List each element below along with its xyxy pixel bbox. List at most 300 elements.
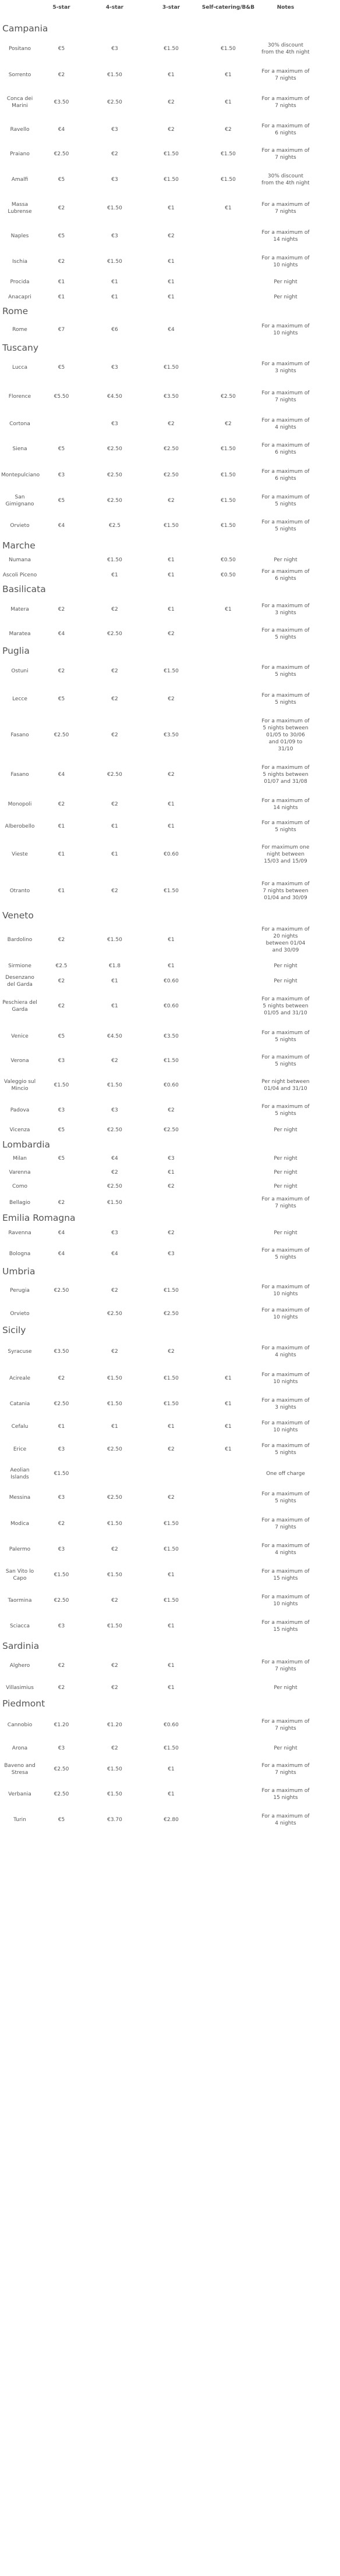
table-row — [0, 713, 311, 757]
table-row — [0, 275, 311, 290]
cell-self-catering — [196, 249, 260, 275]
cell-notes: For a maximum of 5 nights — [261, 1054, 310, 1067]
cell-self-catering — [196, 1049, 260, 1073]
table-row — [0, 817, 311, 836]
cell-3-star: €2.50 — [164, 446, 179, 452]
cell-notes: For a maximum of 5 nights — [261, 692, 310, 706]
cell-self-catering — [196, 1653, 260, 1679]
cell-4-star: €1.50 — [107, 936, 122, 943]
cell-self-catering: €0.50 — [221, 572, 236, 578]
cell-self-catering — [196, 1484, 260, 1511]
cell-5-star — [40, 568, 83, 583]
cell-5-star: €1.50 — [54, 1572, 69, 1578]
cell-3-star: €1.50 — [164, 176, 179, 183]
cell-self-catering — [196, 290, 260, 305]
cell-5-star: €4 — [58, 126, 65, 133]
cell-notes: Per night between 01/04 and 31/10 — [261, 1078, 310, 1092]
cell-3-star: €0.60 — [164, 1722, 179, 1728]
cell-notes: For a maximum of 5 nights — [261, 1029, 310, 1043]
cell-city: Sirmione — [8, 963, 31, 969]
cell-self-catering — [196, 1024, 260, 1049]
cell-self-catering — [196, 959, 260, 974]
cell-4-star: €1.8 — [108, 963, 121, 969]
cell-4-star: €2 — [111, 1169, 118, 1175]
cell-3-star: €1.50 — [164, 151, 179, 157]
cell-city: Matera — [10, 606, 29, 612]
cell-3-star: €1 — [168, 1684, 175, 1691]
region-heading: Sardinia — [2, 1640, 40, 1651]
table-row — [0, 1180, 311, 1193]
cell-4-star: €1 — [111, 279, 118, 285]
cell-notes: For a maximum of 7 nights between 01/04 and 30/09 — [261, 881, 310, 902]
cell-notes: For a maximum of 3 nights — [261, 1397, 310, 1410]
cell-city: Conca dei Marini — [6, 95, 33, 109]
cell-4-star: €1 — [111, 1003, 118, 1009]
cell-4-star: €1.50 — [107, 258, 122, 265]
cell-notes: Per night — [274, 978, 298, 984]
region-row — [0, 644, 311, 657]
cell-4-star: €2.50 — [107, 472, 122, 478]
cell-city: Amalfi — [11, 176, 29, 183]
cell-city: Bologna — [9, 1250, 31, 1257]
table-row — [0, 1588, 311, 1613]
cell-5-star: €2 — [58, 978, 65, 984]
cell-4-star: €1.50 — [107, 1401, 122, 1407]
table-row — [0, 1390, 311, 1418]
cell-5-star: €4 — [58, 1230, 65, 1236]
cell-4-star: €1.50 — [107, 1572, 122, 1578]
cell-self-catering — [196, 989, 260, 1024]
table-row — [0, 166, 311, 193]
cell-4-star: €3 — [111, 176, 118, 183]
cell-city: Perugia — [10, 1287, 30, 1294]
cell-city: Ravenna — [8, 1230, 31, 1236]
cell-city: Acireale — [9, 1375, 31, 1381]
cell-city: Aeolian Islands — [10, 1467, 30, 1480]
cell-4-star: €2 — [111, 1287, 118, 1294]
cell-city: Venice — [11, 1033, 29, 1039]
cell-5-star: €2.50 — [54, 1791, 69, 1797]
region-heading: Marche — [2, 540, 36, 551]
cell-city: Baveno and Stresa — [4, 1762, 36, 1776]
cell-4-star: €1.50 — [107, 1766, 122, 1772]
cell-3-star: €2 — [168, 771, 175, 778]
cell-notes: For a maximum of 7 nights — [261, 147, 310, 161]
table-row — [0, 1756, 311, 1782]
cell-4-star: €1 — [111, 823, 118, 829]
cell-notes: For a maximum of 4 nights — [261, 1542, 310, 1556]
cell-city: Varenna — [9, 1169, 31, 1175]
cell-5-star: €2 — [58, 1684, 65, 1691]
cell-3-star: €1 — [168, 1169, 175, 1175]
cell-city: Verona — [10, 1057, 29, 1064]
region-row — [0, 342, 311, 354]
table-row — [0, 1537, 311, 1562]
cell-3-star: €1.50 — [164, 1057, 179, 1064]
cell-5-star: €2.50 — [54, 1401, 69, 1407]
cell-self-catering — [196, 1277, 260, 1304]
cell-3-star: €1 — [168, 1791, 175, 1797]
table-row — [0, 989, 311, 1024]
cell-city: Sciacca — [9, 1623, 30, 1629]
cell-self-catering — [196, 1098, 260, 1123]
cell-city: Rome — [12, 326, 27, 333]
cell-city: Vicenza — [9, 1127, 30, 1133]
header-row — [0, 0, 311, 22]
cell-notes: For a maximum of 7 nights — [261, 201, 310, 215]
region-heading: Emilia Romagna — [2, 1212, 76, 1223]
table-row — [0, 959, 311, 974]
table-row — [0, 1511, 311, 1537]
cell-self-catering — [196, 1710, 260, 1740]
cell-3-star: €1 — [168, 205, 175, 211]
header-5-star: 5-star — [52, 5, 70, 10]
cell-city: Maratea — [9, 630, 31, 637]
table-row — [0, 249, 311, 275]
cell-5-star: €2.50 — [54, 1597, 69, 1604]
cell-3-star: €1 — [168, 279, 175, 285]
cell-notes: For a maximum of 6 nights — [261, 468, 310, 482]
cell-4-star — [83, 1463, 146, 1484]
cell-5-star: €3 — [58, 472, 65, 478]
cell-5-star: €1.20 — [54, 1722, 69, 1728]
cell-3-star: €2 — [168, 630, 175, 637]
cell-notes: For a maximum of 5 nights between 01/05 and 31/10 — [261, 996, 310, 1017]
header-4-star: 4-star — [105, 5, 124, 10]
cell-self-catering — [196, 1679, 260, 1697]
cell-4-star: €2 — [111, 696, 118, 702]
cell-self-catering: €1 — [225, 1401, 232, 1407]
cell-5-star: €2 — [58, 1199, 65, 1206]
cell-city: Vieste — [12, 851, 28, 857]
cell-notes: For a maximum of 15 nights — [261, 1619, 310, 1633]
table-row — [0, 1152, 311, 1166]
cell-self-catering — [196, 1562, 260, 1588]
cell-self-catering: €1 — [225, 99, 232, 105]
cell-3-star: €2 — [168, 233, 175, 239]
cell-5-star: €3 — [58, 1494, 65, 1501]
cell-self-catering — [196, 1180, 260, 1193]
table-row — [0, 513, 311, 539]
cell-3-star: €2 — [168, 1183, 175, 1189]
table-row — [0, 1242, 311, 1266]
cell-5-star: €1.50 — [54, 1470, 69, 1477]
cell-self-catering: €1.50 — [221, 522, 236, 529]
cell-city: Otranto — [9, 888, 30, 894]
cell-city: Lecce — [12, 696, 27, 702]
cell-notes: For a maximum of 5 nights — [261, 519, 310, 532]
table-row — [0, 1224, 311, 1242]
cell-4-star: €2 — [111, 1662, 118, 1669]
cell-4-star: €3 — [111, 126, 118, 133]
cell-city: Florence — [8, 393, 31, 400]
cell-4-star: €2.50 — [107, 1183, 122, 1189]
cell-notes: For a maximum of 14 nights — [261, 797, 310, 811]
cell-3-star: €1 — [168, 258, 175, 265]
cell-4-star: €1.50 — [107, 1623, 122, 1629]
cell-5-star: €2 — [58, 1003, 65, 1009]
cell-notes: For a maximum of 10 nights — [261, 1371, 310, 1385]
cell-self-catering — [196, 792, 260, 817]
cell-4-star: €2 — [111, 1745, 118, 1751]
cell-4-star: €4.50 — [107, 1033, 122, 1039]
region-row — [0, 1266, 311, 1277]
cell-self-catering — [196, 318, 260, 342]
cell-4-star: €2.50 — [107, 1494, 122, 1501]
cell-notes: For a maximum of 5 nights between 01/07 and 31/08 — [261, 764, 310, 785]
table-row — [0, 921, 311, 959]
region-row — [0, 22, 311, 35]
cell-4-star: €2.50 — [107, 771, 122, 778]
cell-3-star: €2.50 — [164, 1127, 179, 1133]
cell-city: Siena — [12, 446, 27, 452]
cell-4-star: €1 — [111, 851, 118, 857]
cell-5-star: €1 — [58, 279, 65, 285]
cell-city: Bardolino — [7, 936, 33, 943]
table-row — [0, 142, 311, 166]
region-row — [0, 910, 311, 921]
table-row — [0, 974, 311, 989]
cell-self-catering: €1 — [225, 72, 232, 78]
table-row — [0, 489, 311, 513]
cell-notes: For a maximum of 15 nights — [261, 1568, 310, 1581]
table-row — [0, 1562, 311, 1588]
cell-self-catering — [196, 1224, 260, 1242]
cell-5-star: €2 — [58, 258, 65, 265]
cell-city: Orvieto — [10, 1310, 30, 1317]
table-row — [0, 1463, 311, 1484]
cell-self-catering: €1 — [225, 1375, 232, 1381]
cell-city: San Vito lo Capo — [5, 1568, 34, 1581]
cell-3-star: €1 — [168, 1662, 175, 1669]
cell-3-star: €2 — [168, 1230, 175, 1236]
header-notes: Notes — [277, 5, 295, 10]
cell-3-star: €0.60 — [164, 1082, 179, 1088]
cell-notes: Per night — [274, 557, 298, 563]
region-heading: Basilicata — [2, 583, 46, 594]
cell-4-star: €2.50 — [107, 446, 122, 452]
cell-notes: For a maximum of 3 nights — [261, 603, 310, 616]
cell-5-star: €1 — [58, 888, 65, 894]
cell-3-star: €1.50 — [164, 888, 179, 894]
cell-5-star: €2.50 — [54, 732, 69, 738]
cell-self-catering — [196, 1166, 260, 1180]
cell-3-star: €1.50 — [164, 1375, 179, 1381]
cell-self-catering — [196, 685, 260, 713]
cell-5-star — [40, 1304, 83, 1324]
cell-notes: Per night — [274, 1183, 298, 1189]
cell-3-star: €2 — [168, 421, 175, 427]
cell-5-star: €5 — [58, 1033, 65, 1039]
cell-city: Sorrento — [8, 72, 31, 78]
cell-5-star: €3 — [58, 1745, 65, 1751]
cell-self-catering — [196, 1613, 260, 1639]
cell-city: Ischia — [12, 258, 27, 265]
table-row — [0, 1710, 311, 1740]
table-row — [0, 1367, 311, 1390]
region-row — [0, 1212, 311, 1224]
cell-5-star: €5 — [58, 1127, 65, 1133]
cell-self-catering — [196, 1588, 260, 1613]
cell-notes: For a maximum of 4 nights — [261, 417, 310, 430]
cell-5-star: €4 — [58, 522, 65, 529]
cell-city: Ostuni — [11, 668, 29, 674]
cell-3-star: €0.60 — [164, 978, 179, 984]
cell-5-star — [40, 1166, 83, 1180]
cell-notes: 30% discount from the 4th night — [261, 173, 310, 186]
cell-self-catering — [196, 1123, 260, 1138]
table-row — [0, 757, 311, 792]
cell-notes: For a maximum of 20 nights between 01/04 and 30/09 — [261, 926, 310, 954]
table-row — [0, 1807, 311, 1833]
table-row — [0, 792, 311, 817]
cell-4-star: €1.50 — [107, 1520, 122, 1527]
cell-4-star: €2 — [111, 1684, 118, 1691]
cell-5-star — [40, 412, 83, 436]
cell-4-star: €1.50 — [107, 205, 122, 211]
cell-notes: For a maximum of 5 nights between 01/05 to 30/06 and 01/09 to 31/10 — [261, 718, 310, 753]
cell-4-star: €2 — [111, 801, 118, 807]
cell-notes: For maximum one night between 15/03 and 15/09 — [261, 844, 310, 865]
cell-city: Positano — [8, 45, 31, 52]
cell-self-catering — [196, 1511, 260, 1537]
cell-self-catering: €2 — [225, 126, 232, 133]
cell-notes: For a maximum of 14 nights — [261, 229, 310, 243]
cell-notes: For a maximum of 7 nights — [261, 1659, 310, 1672]
cell-3-star: €1 — [168, 963, 175, 969]
cell-5-star: €1 — [58, 1423, 65, 1430]
cell-5-star: €5 — [58, 364, 65, 370]
region-heading: Rome — [2, 305, 29, 316]
cell-city: Catania — [9, 1401, 30, 1407]
cell-notes: For a maximum of 3 nights — [261, 361, 310, 374]
table-row — [0, 382, 311, 412]
cell-4-star: €4 — [111, 1155, 118, 1161]
table-row — [0, 1166, 311, 1180]
cell-5-star: €2.50 — [54, 151, 69, 157]
cell-city: Montepulciano — [1, 472, 40, 478]
region-row — [0, 1324, 311, 1337]
cell-3-star: €1 — [168, 1766, 175, 1772]
cell-5-star: €3 — [58, 1446, 65, 1452]
cell-city: Lucca — [12, 364, 27, 370]
cell-5-star: €1 — [58, 851, 65, 857]
cell-5-star: €3 — [58, 1107, 65, 1113]
table-row — [0, 1049, 311, 1073]
cell-5-star: €3 — [58, 1057, 65, 1064]
cell-3-star: €0.60 — [164, 851, 179, 857]
cell-notes: For a maximum of 4 nights — [261, 1345, 310, 1358]
cell-5-star: €2.50 — [54, 1766, 69, 1772]
cell-notes: Per night — [274, 1127, 298, 1133]
cell-4-star: €2 — [111, 606, 118, 612]
cell-3-star: €1.50 — [164, 522, 179, 529]
cell-self-catering: €1.50 — [221, 176, 236, 183]
cell-4-star: €1.50 — [107, 72, 122, 78]
cell-notes: For a maximum of 6 nights — [261, 568, 310, 582]
table-row — [0, 872, 311, 910]
region-heading: Veneto — [2, 910, 34, 921]
cell-5-star: €3 — [58, 1623, 65, 1629]
cell-4-star: €2 — [111, 732, 118, 738]
cell-4-star: €3 — [111, 45, 118, 52]
cell-notes: For a maximum of 5 nights — [261, 494, 310, 507]
cell-4-star: €6 — [111, 326, 118, 333]
cell-5-star: €5 — [58, 446, 65, 452]
cell-3-star: €2 — [168, 497, 175, 504]
region-row — [0, 1639, 311, 1653]
cell-city: Cefalu — [11, 1423, 29, 1430]
cell-notes: For a maximum of 5 nights — [261, 664, 310, 678]
header-3-star: 3-star — [162, 5, 180, 10]
cell-5-star: €2 — [58, 606, 65, 612]
region-heading: Campania — [2, 23, 48, 34]
cell-self-catering: €2.50 — [221, 393, 236, 400]
cell-notes: For a maximum of 7 nights — [261, 1718, 310, 1731]
cell-5-star: €2.50 — [54, 1287, 69, 1294]
table-row — [0, 685, 311, 713]
cell-5-star: €5 — [58, 1155, 65, 1161]
table-row — [0, 1740, 311, 1756]
cell-3-star: €3.50 — [164, 1033, 179, 1039]
cell-notes: One off charge — [266, 1470, 305, 1477]
cell-5-star: €4 — [58, 771, 65, 778]
cell-4-star: €2.50 — [107, 1446, 122, 1452]
cell-city: Como — [12, 1183, 28, 1189]
cell-notes: For a maximum of 7 nights — [261, 1762, 310, 1776]
table-row — [0, 623, 311, 644]
region-row — [0, 1697, 311, 1710]
cell-5-star: €4 — [58, 1250, 65, 1257]
cell-notes: For a maximum of 10 nights — [261, 1307, 310, 1320]
cell-5-star: €1 — [58, 823, 65, 829]
cell-3-star: €0.60 — [164, 1003, 179, 1009]
cell-5-star: €1 — [58, 294, 65, 300]
cell-5-star: €5 — [58, 176, 65, 183]
cell-3-star: €3 — [168, 1250, 175, 1257]
cell-self-catering — [196, 757, 260, 792]
cell-4-star: €4.50 — [107, 393, 122, 400]
cell-notes: Per night — [274, 279, 298, 285]
table-row — [0, 462, 311, 489]
cell-notes: Per night — [274, 294, 298, 300]
cell-5-star — [40, 1180, 83, 1193]
cell-3-star: €1 — [168, 557, 175, 563]
cell-city: Verbania — [8, 1791, 31, 1797]
cell-5-star: €2 — [58, 668, 65, 674]
cell-5-star: €3.50 — [54, 99, 69, 105]
table-row — [0, 1679, 311, 1697]
cell-4-star: €2.50 — [107, 630, 122, 637]
cell-city: Arona — [12, 1745, 28, 1751]
cell-5-star — [40, 553, 83, 568]
cell-4-star: €1 — [111, 978, 118, 984]
cell-5-star: €4 — [58, 630, 65, 637]
cell-self-catering — [196, 921, 260, 959]
cell-4-star: €2 — [111, 151, 118, 157]
table-row — [0, 1484, 311, 1511]
cell-3-star: €1.50 — [164, 1401, 179, 1407]
cell-3-star: €2 — [168, 1446, 175, 1452]
cell-self-catering — [196, 872, 260, 910]
cell-self-catering — [196, 1740, 260, 1756]
cell-notes: For a maximum of 5 nights — [261, 1247, 310, 1260]
cell-3-star: €2 — [168, 1494, 175, 1501]
cell-3-star: €1.50 — [164, 1546, 179, 1552]
cell-city: Milan — [13, 1155, 27, 1161]
table-row — [0, 1193, 311, 1212]
cell-notes: For a maximum of 4 nights — [261, 1813, 310, 1826]
